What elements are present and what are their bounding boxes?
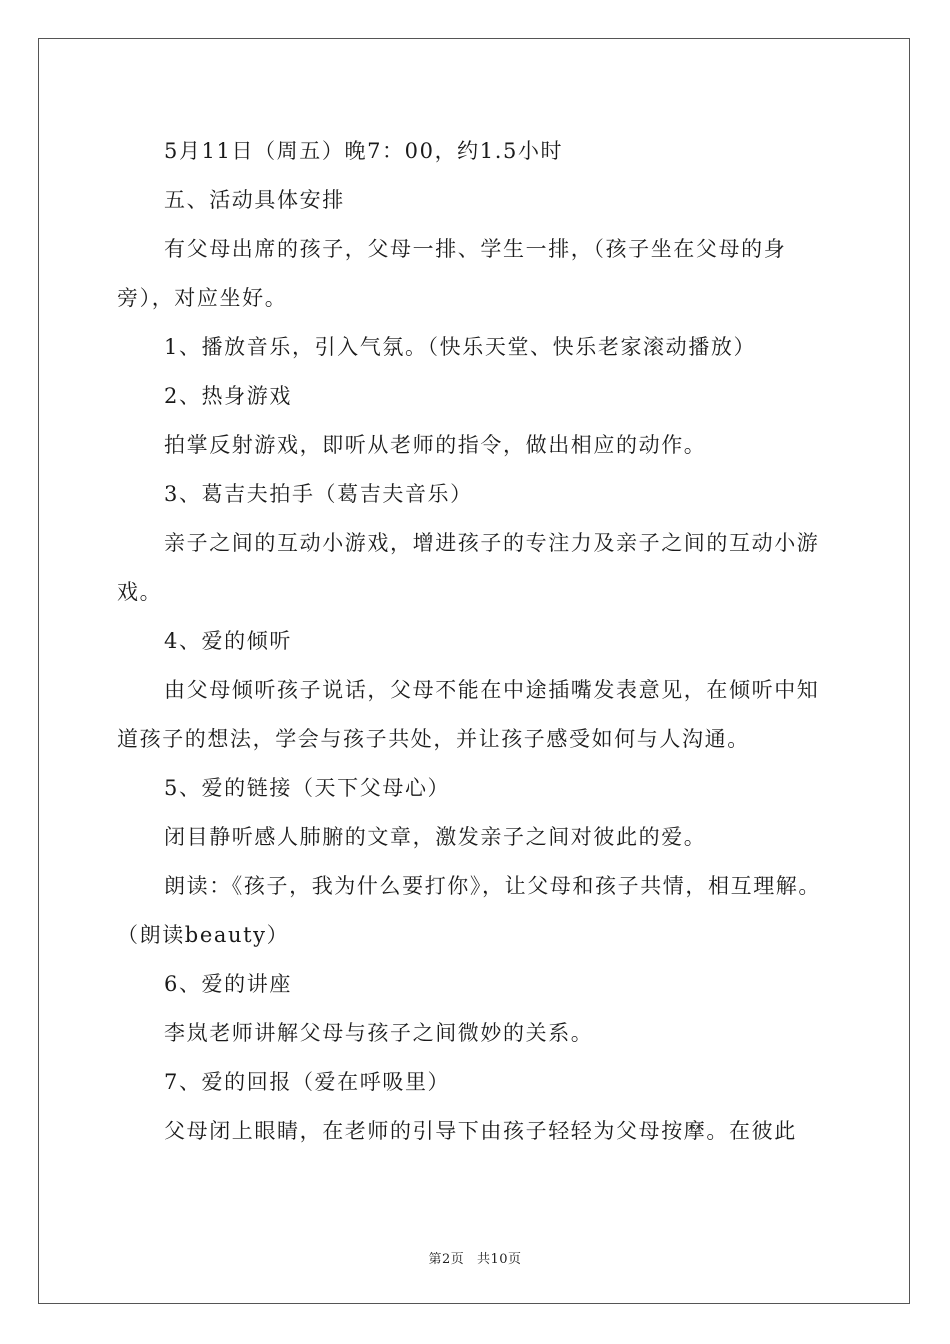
item-1: 1、播放音乐，引入气氛。（快乐天堂、快乐老家滚动播放） xyxy=(164,335,757,359)
page-number: 第2页 xyxy=(428,1252,465,1267)
item-6-heading: 6、爱的讲座 xyxy=(164,972,292,996)
page-total: 共10页 xyxy=(476,1252,522,1267)
item-2-heading: 2、热身游戏 xyxy=(164,384,292,408)
item-2-text: 拍掌反射游戏，即听从老师的指令，做出相应的动作。 xyxy=(164,433,707,457)
item-4-text: 由父母倾听孩子说话，父母不能在中途插嘴发表意见，在倾听中知道孩子的想法，学会与孩子共处，并让孩子感受如何与人沟通。 xyxy=(117,678,820,751)
paragraph-time: 5月11日（周五）晚7：00，约1.5小时 xyxy=(164,139,564,163)
item-4-heading: 4、爱的倾听 xyxy=(164,629,292,653)
item-5-text: 闭目静听感人肺腑的文章，激发亲子之间对彼此的爱。 xyxy=(164,825,707,849)
item-7-text: 父母闭上眼睛，在老师的引导下由孩子轻轻为父母按摩。在彼此 xyxy=(164,1119,797,1143)
item-5-heading: 5、爱的链接（天下父母心） xyxy=(164,776,451,800)
paragraph-seating: 有父母出席的孩子，父母一排、学生一排，（孩子坐在父母的身旁），对应坐好。 xyxy=(117,237,787,310)
item-5-reading: 朗读：《孩子，我为什么要打你》，让父母和孩子共情，相互理解。（朗读beauty） xyxy=(117,874,821,947)
page-footer xyxy=(0,1248,950,1267)
item-3-heading: 3、葛吉夫拍手（葛吉夫音乐） xyxy=(164,482,473,506)
item-6-text: 李岚老师讲解父母与孩子之间微妙的关系。 xyxy=(164,1021,594,1045)
item-3-text: 亲子之间的互动小游戏，增进孩子的专注力及亲子之间的互动小游戏。 xyxy=(117,531,820,604)
document-body xyxy=(117,127,837,1156)
section-heading: 五、活动具体安排 xyxy=(164,188,345,212)
item-7-heading: 7、爱的回报（爱在呼吸里） xyxy=(164,1070,451,1094)
